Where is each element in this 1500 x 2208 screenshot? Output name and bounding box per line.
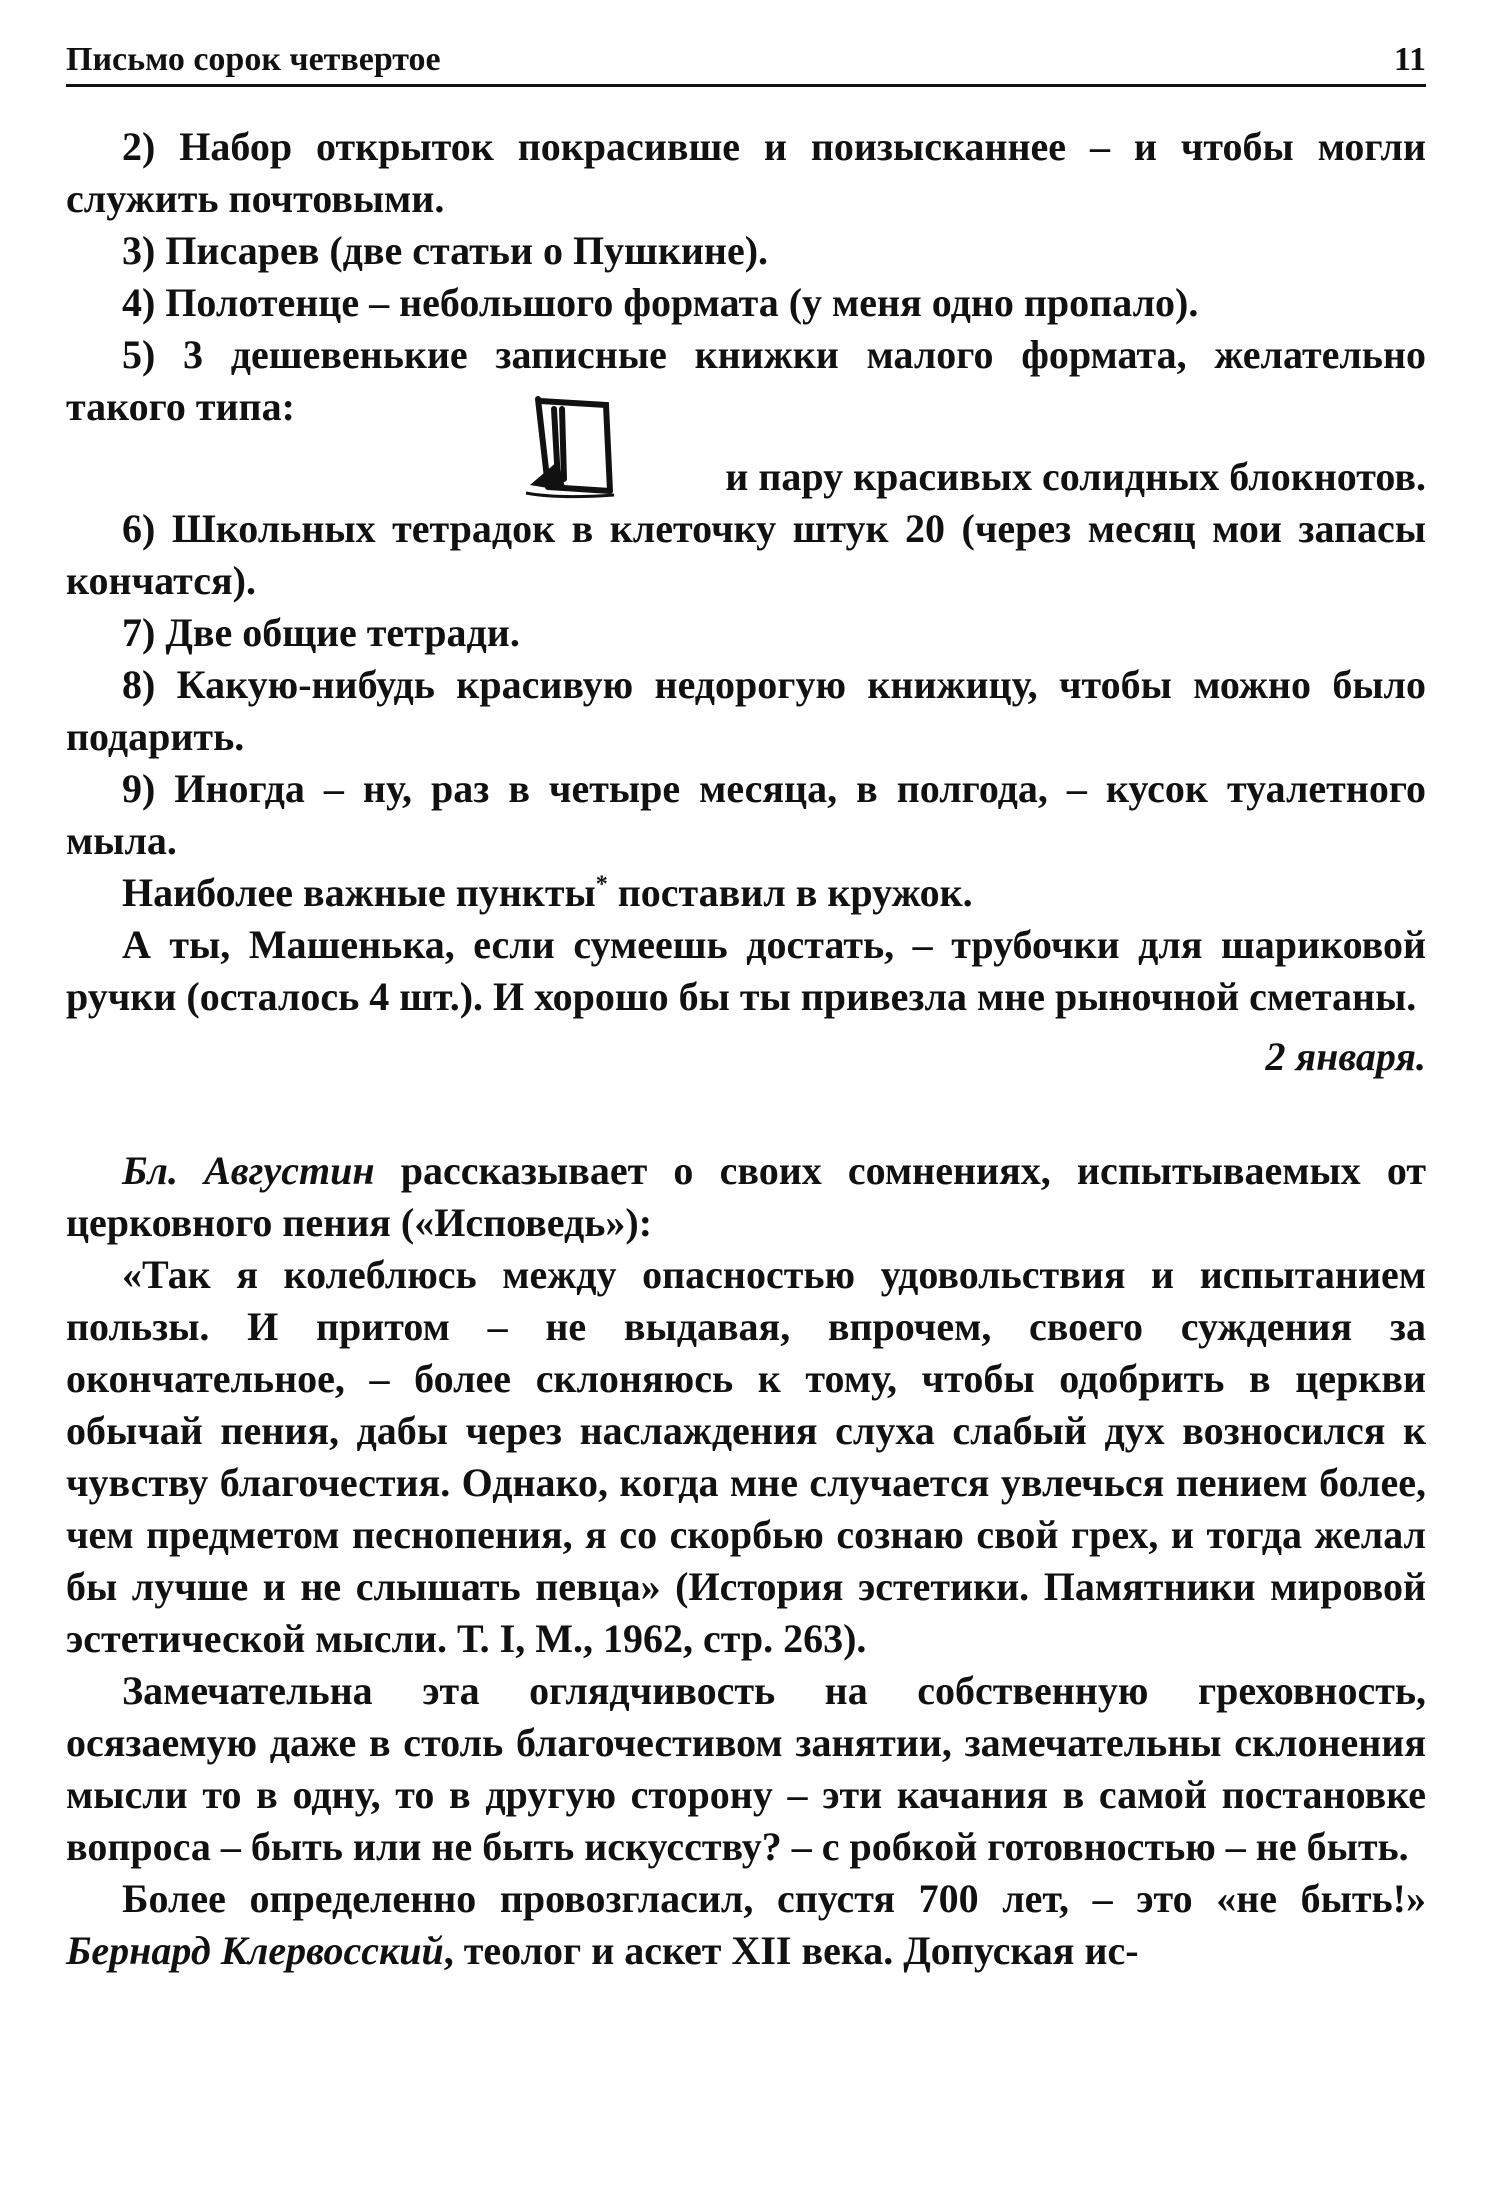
list-item-6: 6) Школьных тетрадок в клеточку штук 20 (через месяц мои запасы кончатся). bbox=[66, 506, 1426, 603]
author-augustine: Бл. Августин bbox=[122, 1148, 375, 1193]
essay-paragraph-4: Более определенно провозгласил, спустя 700 лет, – это «не быть!» Бернард Клервосский, теолог и аскет XII века. Допуская ис- bbox=[66, 1876, 1426, 1973]
list-item-8: 8) Какую-нибудь красивую недорогую книжицу, чтобы можно было подарить. bbox=[66, 662, 1426, 759]
essay-paragraph-1: Бл. Августин рассказывает о своих сомнениях, испытываемых от церковного пения («Исповедь»): bbox=[66, 1148, 1426, 1245]
list-item-3: 3) Писарев (две статьи о Пушкине). bbox=[122, 228, 769, 273]
book-page bbox=[66, 40, 1426, 2190]
essay-quote: «Так я колеблюсь между опасностью удовольствия и испытанием пользы. И притом – не выдавая, впрочем, своего суждения за окончательное, – более склоняюсь к тому, чтобы одобрить в церкви обычай пения, дабы через наслаждения слуха слабый дух возносился к чувству благочестия. Однако, когда мне случается увлечься пением более, чем предметом песнопения, я со скорбью сознаю свой грех, и тогда желал бы лучше и не слышать певца» (История эстетики. Памятники мировой эстетической мысли. Т. I, М., 1962, стр. 263). bbox=[66, 1252, 1426, 1661]
list-item-5-sketch-row bbox=[66, 431, 1426, 503]
list-item-2: 2) Набор открыток покрасивше и поизысканнее – и чтобы могли служить почтовыми. bbox=[66, 124, 1426, 221]
list-item-9: 9) Иногда – ну, раз в четыре месяца, в полгода, – кусок туалетного мыла. bbox=[66, 766, 1426, 863]
list-item-7: 7) Две общие тетради. bbox=[122, 610, 520, 655]
list-item-5-cont: и пару красивых солидных блокнотов. bbox=[725, 454, 1426, 499]
list-item-5: 5) 3 дешевенькие записные книжки малого формата, желательно такого типа: bbox=[66, 332, 1426, 429]
footnote-mark: * bbox=[595, 871, 608, 898]
author-bernard: Бернард Клервосский bbox=[66, 1928, 444, 1973]
list-item-4: 4) Полотенце – небольшого формата (у меня одно пропало). bbox=[122, 280, 1199, 325]
page-header bbox=[66, 40, 1426, 87]
letter-date: 2 января. bbox=[1265, 1034, 1426, 1079]
page-body bbox=[66, 121, 1426, 1977]
important-note: Наиболее важные пункты* поставил в кружок. bbox=[122, 870, 973, 915]
running-title: Письмо сорок четвертое bbox=[66, 41, 441, 78]
masha-request: А ты, Машенька, если сумеешь достать, – трубочки для шариковой ручки (осталось 4 шт.). И хорошо бы ты привезла мне рыночной сметаны. bbox=[66, 922, 1426, 1019]
essay-paragraph-3: Замечательна эта оглядчивость на собственную греховность, осязаемую даже в столь благочестивом занятии, замечательны склонения мысли то в одну, то в другую сторону – эти качания в самой постановке вопроса – быть или не быть искусству? – с робкой готовностью – не быть. bbox=[66, 1668, 1426, 1869]
notebook-sketch-icon bbox=[518, 391, 626, 503]
page-number: 11 bbox=[1393, 41, 1426, 78]
